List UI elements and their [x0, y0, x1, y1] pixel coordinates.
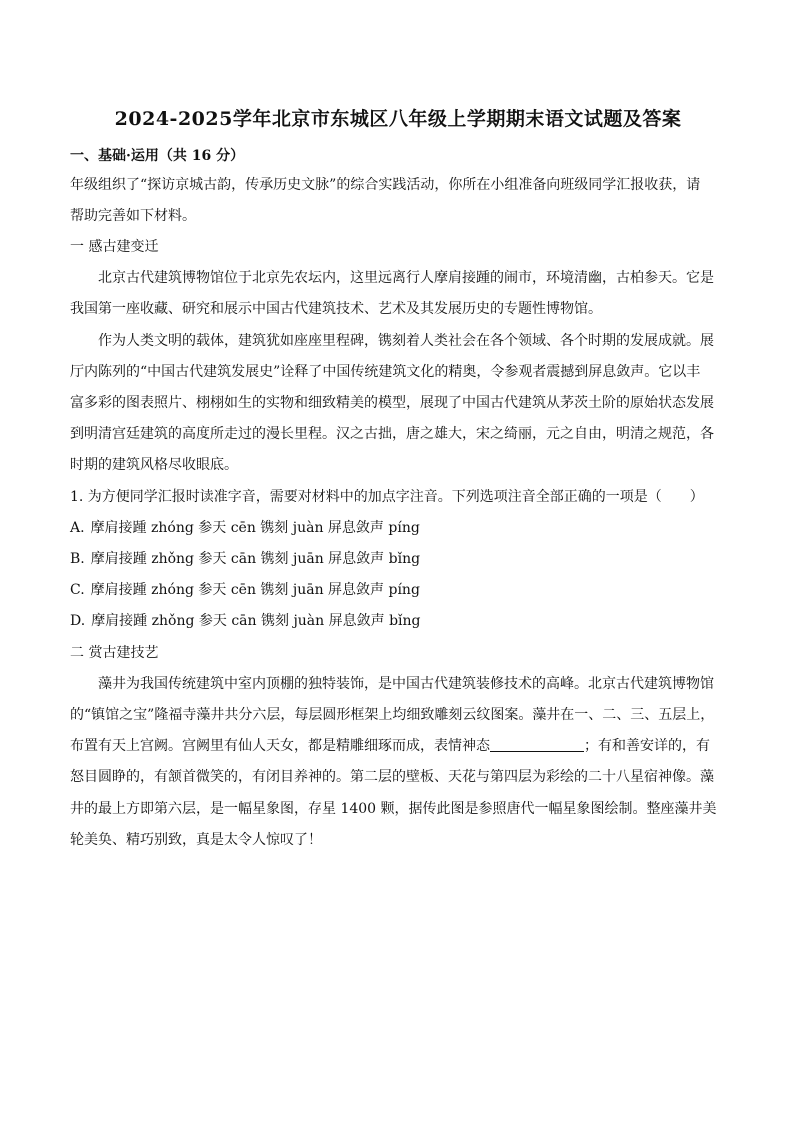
part1-para2-line: 到明清宫廷建筑的高度所走过的漫长里程。汉之古拙，唐之雄大，宋之绮丽，元之自由，明清之规范，各 — [70, 426, 714, 442]
part2-line: 藻井为我国传统建筑中室内顶棚的独特装饰，是中国古代建筑装修技术的高峰。北京古代建筑博物馆 — [98, 676, 714, 692]
option-text: 摩肩接踵 zhóng 参天 cēn 镌刻 juān 屏息敛声 píng — [90, 582, 420, 598]
intro-line-1: 年级组织了“探访京城古韵，传承历史文脉”的综合实践活动，你所在小组准备向班级同学汇报收获，请 — [70, 177, 701, 193]
part1-para2-line: 作为人类文明的载体，建筑犹如座座里程碑，镌刻着人类社会在各个领域、各个时期的发展成就。展 — [98, 333, 714, 349]
option-label: D. — [70, 613, 86, 629]
part1-para2-line: 时期的建筑风格尽收眼底。 — [70, 457, 238, 473]
intro-line-2: 帮助完善如下材料。 — [70, 208, 196, 224]
part1-para2-line: 厅内陈列的“中国古代建筑发展史”诠释了中国传统建筑文化的精奥，令参观者震撼到屏息敛声。它以丰 — [70, 364, 701, 380]
option-a[interactable] — [70, 518, 420, 538]
part2-line-with-blank — [70, 736, 710, 756]
fill-in-blank[interactable] — [490, 737, 584, 752]
part2-line: 的“镇馆之宝”隆福寺藻井共分六层，每层圆形框架上均细致雕刻云纹图案。藻井在一、二、三、五层上， — [70, 707, 715, 723]
option-b[interactable] — [70, 549, 420, 569]
part2-line: 井的最上方即第六层，是一幅星象图，存星 1400 颗，据传此图是参照唐代一幅星象图绘制。整座藻井美 — [70, 801, 717, 817]
part2-line-text: 布置有天上宫阙。宫阙里有仙人天女，都是精雕细琢而成，表情神态 — [70, 738, 490, 754]
option-label: C. — [70, 582, 85, 598]
section-heading: 一、基础·运用（共 16 分） — [70, 148, 245, 164]
option-text: 摩肩接踵 zhǒng 参天 cān 镌刻 juàn 屏息敛声 bǐng — [91, 613, 421, 629]
question-1-stem: 1. 为方便同学汇报时读准字音，需要对材料中的加点字注音。下列选项注音全部正确的一项是（ ） — [70, 489, 704, 505]
part2-line-text: ；有和善安详的，有 — [584, 738, 710, 754]
part2-line: 怒目圆睁的，有颔首微笑的，有闭目养神的。第二层的壁板、天花与第四层为彩绘的二十八星宿神像。藻 — [70, 769, 714, 785]
option-text: 摩肩接踵 zhǒng 参天 cān 镌刻 juān 屏息敛声 bǐng — [90, 551, 421, 567]
part2-line: 轮美奂、精巧别致，真是太令人惊叹了！ — [70, 832, 322, 848]
part1-para1-line: 我国第一座收藏、研究和展示中国古代建筑技术、艺术及其发展历史的专题性博物馆。 — [70, 301, 602, 317]
part2-heading: 二 赏古建技艺 — [70, 645, 159, 661]
option-c[interactable] — [70, 580, 420, 600]
part1-para1-line: 北京古代建筑博物馆位于北京先农坛内，这里远离行人摩肩接踵的闹市，环境清幽，古柏参天。它是 — [98, 270, 714, 286]
option-d[interactable] — [70, 611, 420, 631]
option-label: B. — [70, 551, 85, 567]
part1-para2-line: 富多彩的图表照片、栩栩如生的实物和细致精美的模型，展现了中国古代建筑从茅茨土阶的原始状态发展 — [70, 395, 714, 411]
option-label: A. — [70, 520, 85, 536]
option-text: 摩肩接踵 zhóng 参天 cēn 镌刻 juàn 屏息敛声 píng — [90, 520, 420, 536]
page-title: 2024-2025学年北京市东城区八年级上学期期末语文试题及答案 — [114, 108, 682, 130]
part1-heading: 一 感古建变迁 — [70, 239, 159, 255]
